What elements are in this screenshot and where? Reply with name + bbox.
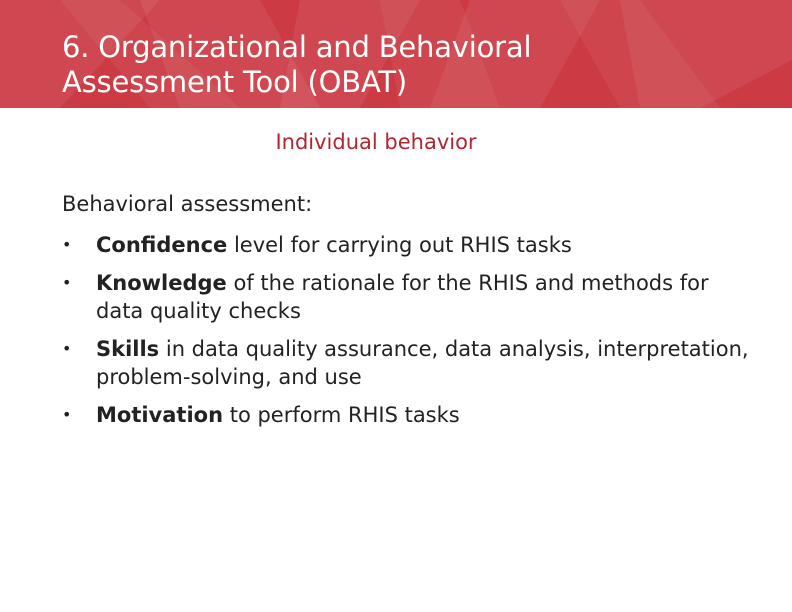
bullet-icon: • [62, 405, 72, 424]
bullet-icon: • [62, 235, 72, 254]
title-banner [0, 0, 792, 108]
bullet-text: to perform RHIS tasks [223, 403, 460, 427]
bullet-term: Confidence [96, 233, 228, 257]
bullet-item-skills [62, 335, 752, 391]
bullet-term: Knowledge [96, 271, 227, 295]
bullet-term: Skills [96, 337, 160, 361]
slide-title-line-2: Assessment Tool (OBAT) [62, 65, 407, 99]
bullet-item-motivation [62, 401, 752, 429]
bullet-text: level for carrying out RHIS tasks [227, 233, 572, 257]
lead-text: Behavioral assessment: [62, 192, 313, 216]
bullet-list [62, 231, 752, 439]
bullet-text: in data quality assurance, data analysis, interpretation, problem-solving, and use [96, 337, 749, 389]
slide-title [62, 30, 531, 100]
bullet-term: Motivation [96, 403, 224, 427]
slide-title-line-1: 6. Organizational and Behavioral [62, 30, 532, 64]
bullet-item-confidence [62, 231, 752, 259]
bullet-text: of the rationale for the RHIS and methods for data quality checks [96, 271, 709, 323]
bullet-item-knowledge [62, 269, 752, 325]
bullet-icon: • [62, 339, 72, 358]
section-subheading: Individual behavior [275, 130, 477, 154]
bullet-icon: • [62, 273, 72, 292]
